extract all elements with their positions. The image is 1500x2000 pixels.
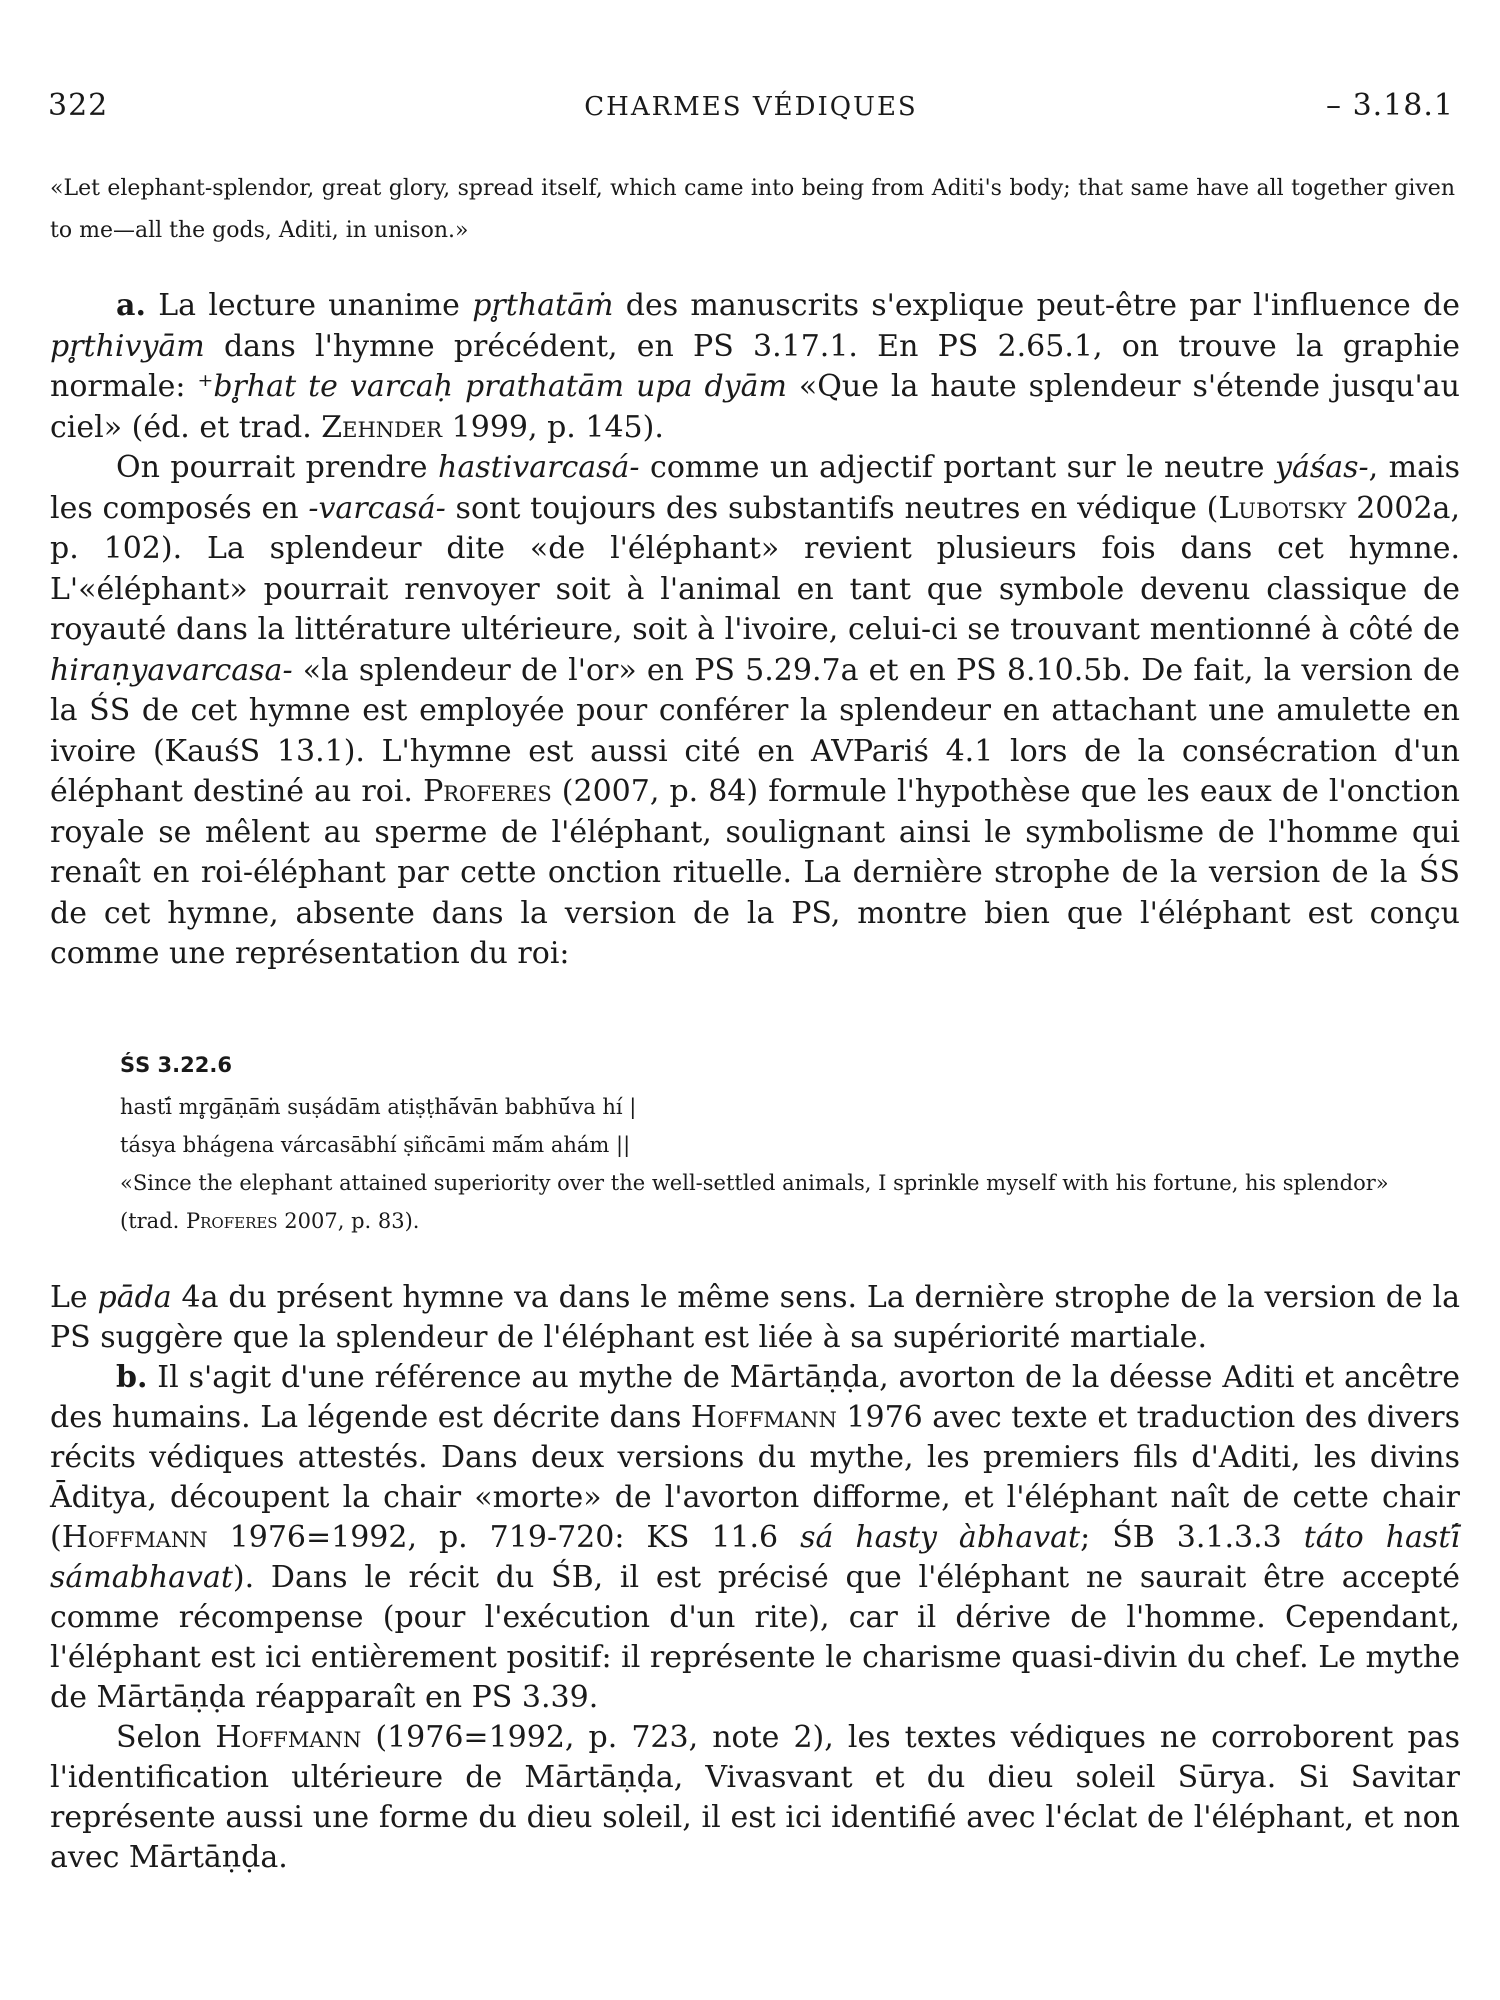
italic-term: ⁺br̥hat te varcaḥ prathatām upa dyām	[197, 369, 787, 404]
text: 2002a, p. 102). La splendeur dite «de l'éléphant» revient plusieurs fois dans cet hymne. L'«éléphant» pourrait renvoyer soit à l'animal en tant que symbole devenu classique de royauté dans la littérature ultérieure, soit à l'ivoire, celui-ci se trouvant mentionné à côté de	[50, 490, 1460, 647]
italic-term: pr̥thivyām	[50, 328, 205, 364]
text: 2007, p. 83).	[277, 1209, 420, 1233]
commentary-body-continued	[50, 1278, 1460, 1878]
author-name: Lubotsky	[1218, 490, 1347, 526]
italic-term: hiraṇyavarcasa-	[50, 652, 293, 688]
running-title: CHARMES VÉDIQUES	[584, 92, 918, 122]
citation-source: ŚS 3.22.6	[120, 1053, 232, 1077]
italic-term: pāda	[97, 1280, 172, 1315]
text: «la splendeur de l'or» en PS 5.29.7a et en PS 8.10.5b. De fait, la version de la ŚS de cet hymne est employée pour conférer la splendeur en attachant une amulette en ivoire (KauśS 13.1). L'hymne est aussi cité en AVPariś 4.1 lors de la consécration d'un éléphant destiné au roi.	[50, 652, 1460, 809]
text: dans l'hymne précédent, en PS 3.17.1. En PS 2.65.1, on trouve la graphie normale:	[50, 328, 1460, 404]
paragraph-2	[50, 448, 1460, 975]
commentary-body	[50, 286, 1460, 975]
author-name: Zehnder	[321, 409, 443, 445]
paragraph-b	[50, 1358, 1460, 1718]
italic-term: táto hastī́ sámabhavat	[50, 1520, 1460, 1595]
italic-term: pr̥thatāṁ	[472, 288, 614, 323]
text: 1976=1992, p. 719-720: KS 11.6	[207, 1520, 801, 1555]
text: comme un adjectif portant sur le neutre	[639, 450, 1276, 485]
italic-term: sá hasty àbhavat	[800, 1520, 1081, 1555]
paragraph-a	[50, 286, 1460, 448]
italic-term: hastivarcasá-	[438, 450, 640, 485]
paragraph-3	[50, 1278, 1460, 1358]
text: 1976 avec texte et traduction des divers récits védiques attestés. Dans deux versions du mythe, les premiers fils d'Aditi, les divins Āditya, découpent la chair «morte» de l'avorton difforme, et l'éléphant naît de cette chair (	[50, 1400, 1460, 1555]
page-number: 322	[48, 88, 109, 123]
translation-quote: «Let elephant-splendor, great glory, spread itself, which came into being from Aditi's body; that same have all together given to me—all the gods, Aditi, in unison.»	[50, 176, 1455, 243]
text: On pourrait prendre	[116, 450, 439, 485]
author-name: Proferes	[423, 774, 552, 809]
text: 4a du présent hymne va dans le même sens. La dernière strophe de la version de la PS suggère que la splendeur de l'éléphant est liée à sa supériorité martiale.	[50, 1280, 1460, 1355]
text: ; ŚB 3.1.3.3	[1080, 1520, 1304, 1555]
running-header	[48, 88, 1454, 128]
citation-block	[120, 1046, 1400, 1240]
paragraph-label-b: b.	[116, 1360, 148, 1395]
author-name: Hoffmann	[215, 1720, 362, 1755]
text: ). Dans le récit du ŚB, il est précisé que l'éléphant ne saurait être accepté comme récompense (pour l'exécution d'un rite), car il dérive de l'homme. Cependant, l'éléphant est ici entièrement positif: il représente le charisme quasi-divin du chef. Le mythe de Mārtāṇḍa réapparaît en PS 3.39.	[50, 1560, 1460, 1715]
verse-translation	[120, 1164, 1400, 1240]
text: Le	[50, 1280, 98, 1315]
text: des manuscrits s'explique peut-être par l'influence de	[613, 288, 1460, 323]
author-name: Hoffmann	[61, 1520, 208, 1555]
text: 1999, p. 145).	[442, 409, 664, 445]
italic-term: -varcasá-	[308, 490, 446, 526]
author-name: Hoffmann	[690, 1400, 837, 1435]
text: sont toujours des substantifs neutres en védique (	[445, 490, 1219, 526]
paragraph-5	[50, 1718, 1460, 1878]
section-number: – 3.18.1	[1326, 88, 1454, 123]
text: La lecture unanime	[145, 288, 473, 323]
paragraph-label-a: a.	[116, 288, 146, 323]
verse-line-2: tásya bhágena várcasābhí ṣiñcāmi mā́m ahám ||	[120, 1133, 631, 1157]
text: «Since the elephant attained superiority over the well-settled animals, I sprinkle myself with his fortune, his splendor» (trad.	[120, 1171, 1389, 1233]
italic-term: yáśas-	[1275, 450, 1369, 485]
text: Il s'agit d'une référence au mythe de Mārtāṇḍa, avorton de la déesse Aditi et ancêtre des humains. La légende est décrite dans	[50, 1360, 1460, 1435]
author-name: Proferes	[185, 1209, 278, 1233]
text: , mais les composés en	[50, 450, 1460, 526]
text: Selon	[116, 1720, 216, 1755]
text: (1976=1992, p. 723, note 2), les textes védiques ne corroborent pas l'identification ultérieure de Mārtāṇḍa, Vivasvant et du dieu soleil Sūrya. Si Savitar représente aussi une forme du dieu soleil, il est ici identifié avec l'éclat de l'éléphant, et non avec Mārtāṇḍa.	[50, 1720, 1460, 1875]
text: «Que la haute splendeur s'étende jusqu'au ciel» (éd. et trad.	[50, 369, 1460, 445]
verse-line-1: hastī́ mr̥gā̄ṇā̄ṁ suṣádām atiṣṭhā́vān babhū́va hí |	[120, 1095, 637, 1119]
text: (2007, p. 84) formule l'hypothèse que les eaux de l'onction royale se mêlent au sperme de l'éléphant, soulignant ainsi le symbolisme de l'homme qui renaît en roi-éléphant par cette onction rituelle. La dernière strophe de la version de la ŚS de cet hymne, absente dans la version de la PS, montre bien que l'éléphant est conçu comme une représentation du roi:	[50, 774, 1460, 971]
